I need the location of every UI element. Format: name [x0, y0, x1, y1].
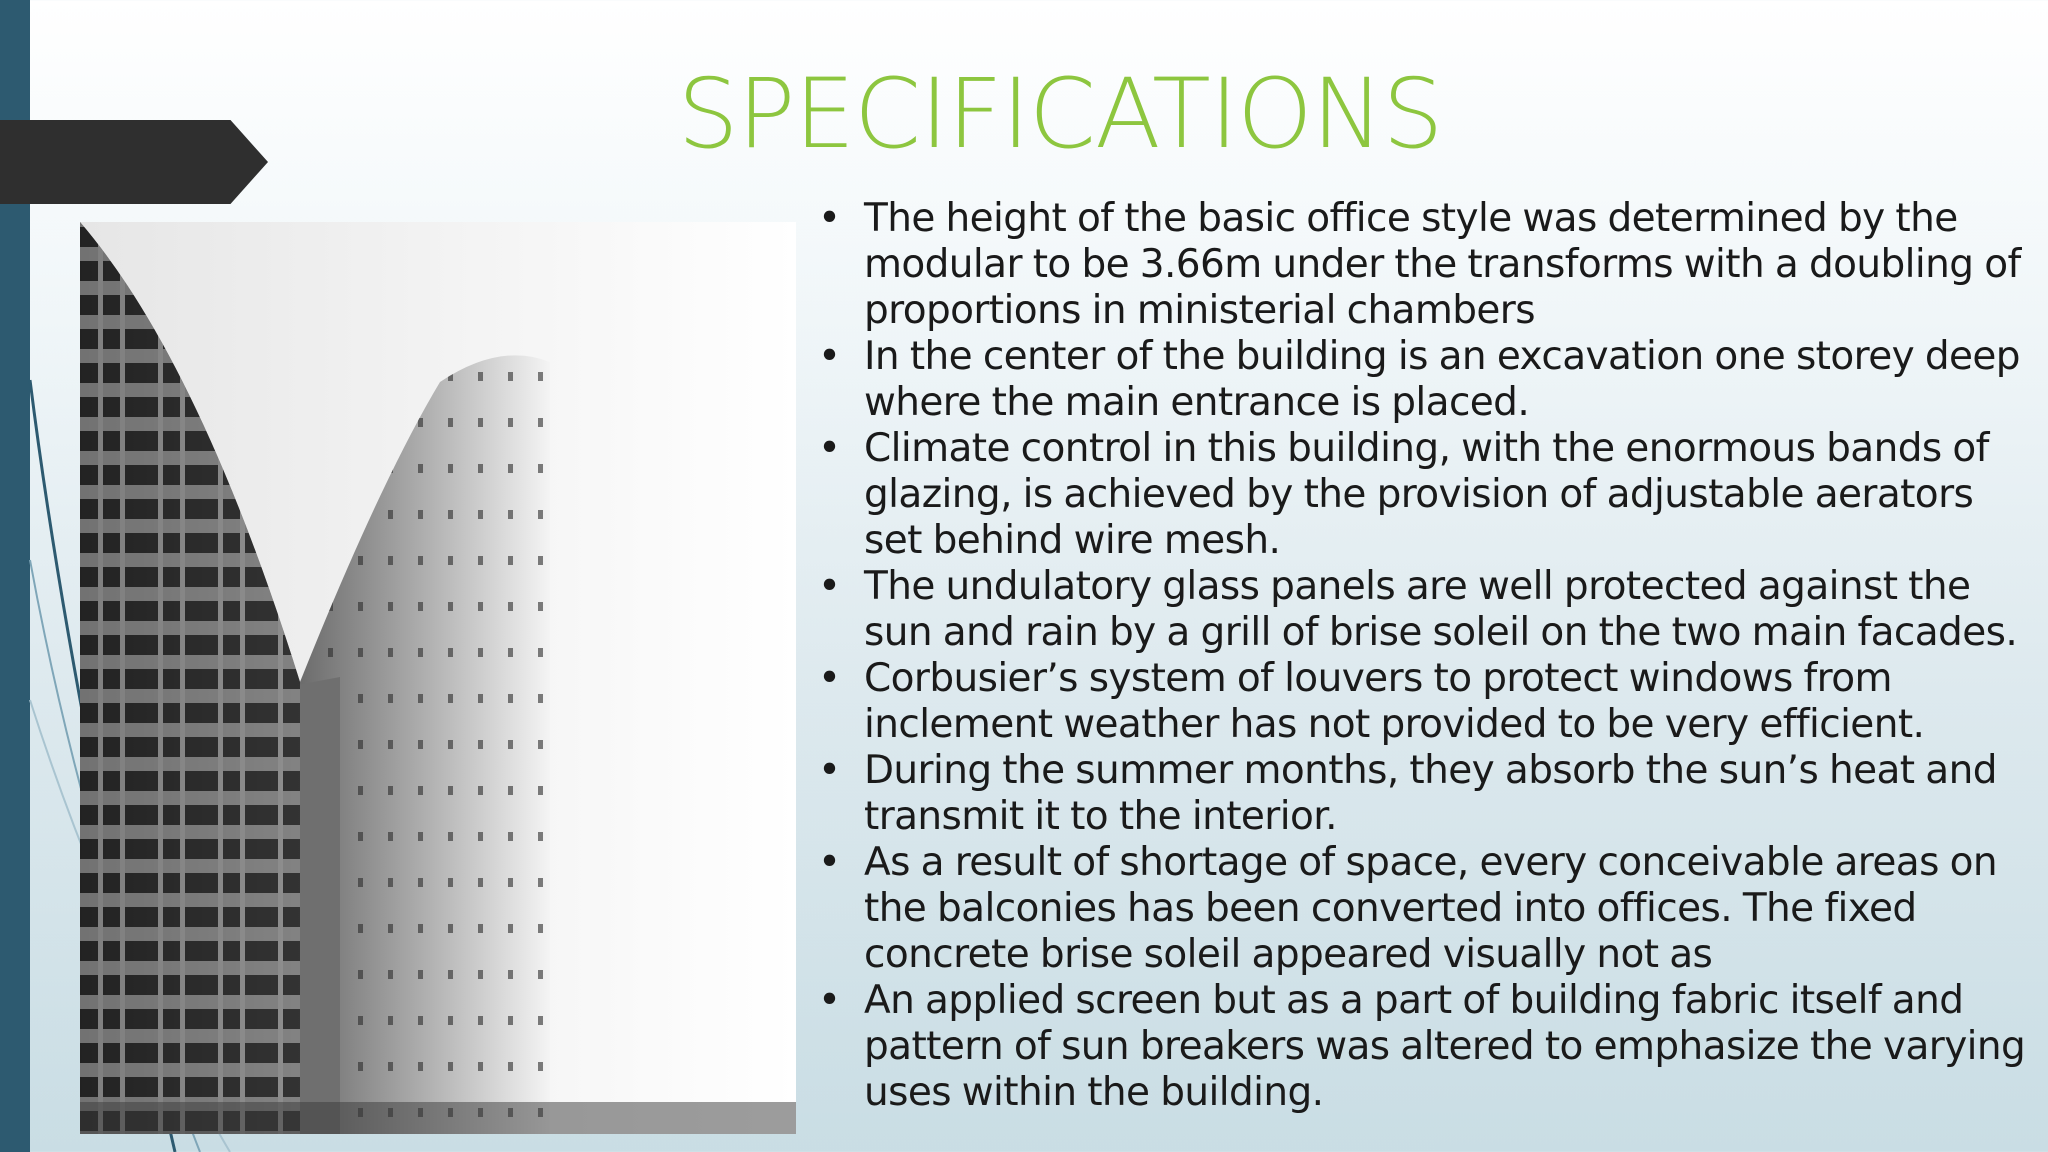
bullet-icon: • — [818, 978, 841, 1023]
list-item-text: As a result of shortage of space, every conceivable areas on the balconies has been converted into offices. The fixed concrete brise soleil appeared visually not as — [864, 840, 1997, 977]
list-item-text: During the summer months, they absorb the sun’s heat and transmit it to the interior. — [864, 748, 1997, 839]
bullet-icon: • — [818, 334, 841, 379]
bullet-icon: • — [818, 196, 841, 241]
list-item — [806, 748, 2026, 840]
list-item — [806, 196, 2026, 334]
list-item — [806, 978, 2026, 1116]
list-item — [806, 334, 2026, 426]
building-photo — [80, 222, 796, 1134]
specifications-list — [806, 196, 2026, 1116]
list-item — [806, 426, 2026, 564]
list-item — [806, 656, 2026, 748]
list-item-text: An applied screen but as a part of building fabric itself and pattern of sun breakers was altered to emphasize the varying uses within the building. — [864, 978, 2026, 1115]
slide-title: SPECIFICATIONS — [677, 58, 1443, 170]
list-item — [806, 564, 2026, 656]
list-item-text: The height of the basic office style was determined by the modular to be 3.66m under the transforms with a doubling of proportions in ministerial chambers — [864, 196, 2021, 333]
list-item-text: Climate control in this building, with the enormous bands of glazing, is achieved by the provision of adjustable aerators set behind wire mesh. — [864, 426, 1989, 563]
bullet-icon: • — [818, 564, 841, 609]
bullet-icon: • — [818, 656, 841, 701]
list-item-text: Corbusier’s system of louvers to protect windows from inclement weather has not provided to be very efficient. — [864, 656, 1925, 747]
bullet-icon: • — [818, 748, 841, 793]
bullet-icon: • — [818, 426, 841, 471]
list-item — [806, 840, 2026, 978]
list-item-text: The undulatory glass panels are well protected against the sun and rain by a grill of brise soleil on the two main facades. — [864, 564, 2018, 655]
list-item-text: In the center of the building is an excavation one storey deep where the main entrance is placed. — [864, 334, 2020, 425]
bullet-icon: • — [818, 840, 841, 885]
